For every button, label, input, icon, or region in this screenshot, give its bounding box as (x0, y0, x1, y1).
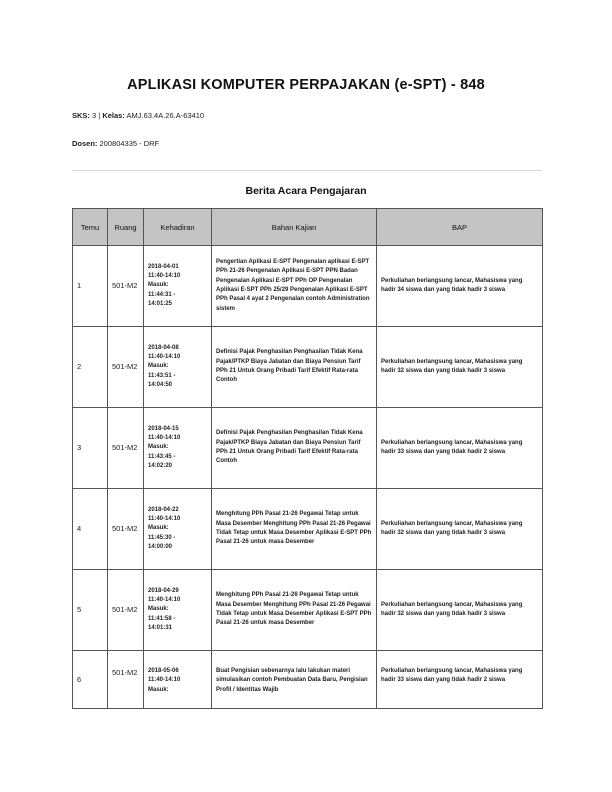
kehadiran-in: 11:44:31 - (148, 291, 176, 298)
cell-bahan-kajian: Buat Pengisian sebenarnya lalu lakukan materi simulasikan contoh Pembuatan Data Baru, Pengisian Profil / Identitas Wajib (212, 651, 377, 709)
cell-ruang: 501-M2 (108, 408, 144, 489)
kehadiran-in: 11:41:58 - (148, 615, 176, 622)
sks-label: SKS: (72, 111, 90, 120)
kehadiran-schedule: 11:40-14:10 (148, 597, 181, 604)
table-row (73, 327, 543, 408)
divider (72, 170, 542, 171)
cell-kehadiran (144, 651, 212, 709)
kehadiran-out: 14:04:50 (148, 381, 173, 388)
course-meta (72, 111, 204, 120)
kehadiran-schedule: 11:40-14:10 (148, 354, 181, 361)
cell-bahan-kajian: Pengertian Aplikasi E-SPT Pengenalan aplikasi E-SPT PPh 21-26 Pengenalan Aplikasi E-SPT PPN Badan Pengenalan Aplikasi E-SPT PPh OP Pengenalan Aplikasi E-SPT PPh 25/29 Pengenalan Aplikasi E-SPT PPh Pasal 4 ayat 2 Pengenalan contoh Administration sistem (212, 246, 377, 327)
table-row (73, 489, 543, 570)
cell-kehadiran (144, 570, 212, 651)
table-row (73, 651, 543, 709)
teaching-record-table (72, 208, 543, 709)
table-header-row (73, 209, 543, 246)
kehadiran-in: 11:43:45 - (148, 453, 176, 460)
cell-temu: 6 (73, 651, 108, 709)
cell-bap: Perkuliahan berlangsung lancar, Mahasiswa yang hadir 32 siswa dan yang tidak hadir 3 siswa (377, 570, 543, 651)
kehadiran-label: Masuk: (148, 686, 169, 693)
cell-bahan-kajian: Menghitung PPh Pasal 21-26 Pegawai Tetap untuk Masa Desember Menghitung PPh Pasal 21-26 Pegawai Tidak Tetap untuk Masa Desember Aplikasi E-SPT PPh Pasal 21-26 untuk masa Desember (212, 489, 377, 570)
kehadiran-out: 14:01:31 (148, 624, 173, 631)
cell-kehadiran (144, 327, 212, 408)
kehadiran-label: Masuk: (148, 444, 169, 451)
kehadiran-out: 14:02:20 (148, 462, 173, 469)
kehadiran-date: 2018-04-29 (148, 587, 179, 594)
cell-ruang: 501-M2 (108, 246, 144, 327)
kehadiran-out: 14:00:00 (148, 543, 173, 550)
kehadiran-label: Masuk: (148, 606, 169, 613)
dosen-label: Dosen: (72, 139, 98, 148)
kehadiran-schedule: 11:40-14:10 (148, 435, 181, 442)
cell-temu: 1 (73, 246, 108, 327)
table-row (73, 570, 543, 651)
kelas-label: Kelas: (102, 111, 125, 120)
header-kehadiran: Kehadiran (144, 209, 212, 246)
kehadiran-date: 2018-04-08 (148, 344, 179, 351)
cell-kehadiran (144, 408, 212, 489)
header-ruang: Ruang (108, 209, 144, 246)
cell-ruang: 501-M2 (108, 570, 144, 651)
cell-temu: 3 (73, 408, 108, 489)
cell-bap: Perkuliahan berlangsung lancar, Mahasiswa yang hadir 33 siswa dan yang tidak hadir 2 siswa (377, 651, 543, 709)
kehadiran-date: 2018-04-01 (148, 263, 179, 270)
cell-temu: 4 (73, 489, 108, 570)
document-title: APLIKASI KOMPUTER PERPAJAKAN (e-SPT) - 848 (127, 77, 485, 93)
cell-temu: 2 (73, 327, 108, 408)
header-bap: BAP (377, 209, 543, 246)
kehadiran-label: Masuk: (148, 363, 169, 370)
kehadiran-date: 2018-05-06 (148, 668, 179, 674)
cell-bap: Perkuliahan berlangsung lancar, Mahasiswa yang hadir 33 siswa dan yang tidak hadir 2 siswa (377, 408, 543, 489)
cell-bap: Perkuliahan berlangsung lancar, Mahasiswa yang hadir 32 siswa dan yang tidak hadir 3 siswa (377, 327, 543, 408)
cell-bahan-kajian: Menghitung PPh Pasal 21-26 Pegawai Tetap untuk Masa Desember Menghitung PPh Pasal 21-26 Pegawai Tidak Tetap untuk Masa Desember Aplikasi E-SPT PPh Pasal 21-26 untuk masa Desember (212, 570, 377, 651)
table-row (73, 246, 543, 327)
kehadiran-in: 11:43:51 - (148, 372, 176, 379)
kehadiran-label: Masuk: (148, 525, 169, 532)
cell-bahan-kajian: Definisi Pajak Penghasilan Penghasilan Tidak Kena Pajak/PTKP Biaya Jabatan dan Biaya Pensiun Tarif PPh 21 Untuk Orang Pribadi Tarif Efektif Rata-rata Contoh (212, 327, 377, 408)
kehadiran-date: 2018-04-22 (148, 506, 179, 513)
kelas-value: AMJ.63.4A.26.A-63410 (126, 111, 205, 120)
lecturer-meta (72, 139, 159, 148)
section-title: Berita Acara Pengajaran (245, 185, 367, 197)
kehadiran-schedule: 11:40-14:10 (148, 273, 181, 280)
cell-bap: Perkuliahan berlangsung lancar, Mahasiswa yang hadir 32 siswa dan yang tidak hadir 3 siswa (377, 489, 543, 570)
kehadiran-in: 11:45:30 - (148, 534, 176, 541)
kehadiran-out: 14:01:25 (148, 300, 173, 307)
kehadiran-date: 2018-04-15 (148, 425, 179, 432)
cell-ruang: 501-M2 (108, 327, 144, 408)
header-temu: Temu (73, 209, 108, 246)
cell-kehadiran (144, 246, 212, 327)
cell-bap: Perkuliahan berlangsung lancar, Mahasiswa yang hadir 34 siswa dan yang tidak hadir 3 siswa (377, 246, 543, 327)
cell-bahan-kajian: Definisi Pajak Penghasilan Penghasilan Tidak Kena Pajak/PTKP Biaya Jabatan dan Biaya Pensiun Tarif PPh 21 Untuk Orang Pribadi Tarif Efektif Rata-rata Contoh (212, 408, 377, 489)
separator: | (98, 111, 101, 120)
sks-value: 3 (92, 111, 97, 120)
kehadiran-schedule: 11:40-14:10 (148, 677, 181, 684)
cell-ruang: 501-M2 (108, 489, 144, 570)
cell-kehadiran (144, 489, 212, 570)
dosen-value: 200804335 - DRF (99, 139, 160, 148)
cell-ruang: 501-M2 (108, 651, 144, 709)
kehadiran-schedule: 11:40-14:10 (148, 516, 181, 523)
table-row (73, 408, 543, 489)
header-bahan-kajian: Bahan Kajian (212, 209, 377, 246)
kehadiran-label: Masuk: (148, 282, 169, 289)
cell-temu: 5 (73, 570, 108, 651)
